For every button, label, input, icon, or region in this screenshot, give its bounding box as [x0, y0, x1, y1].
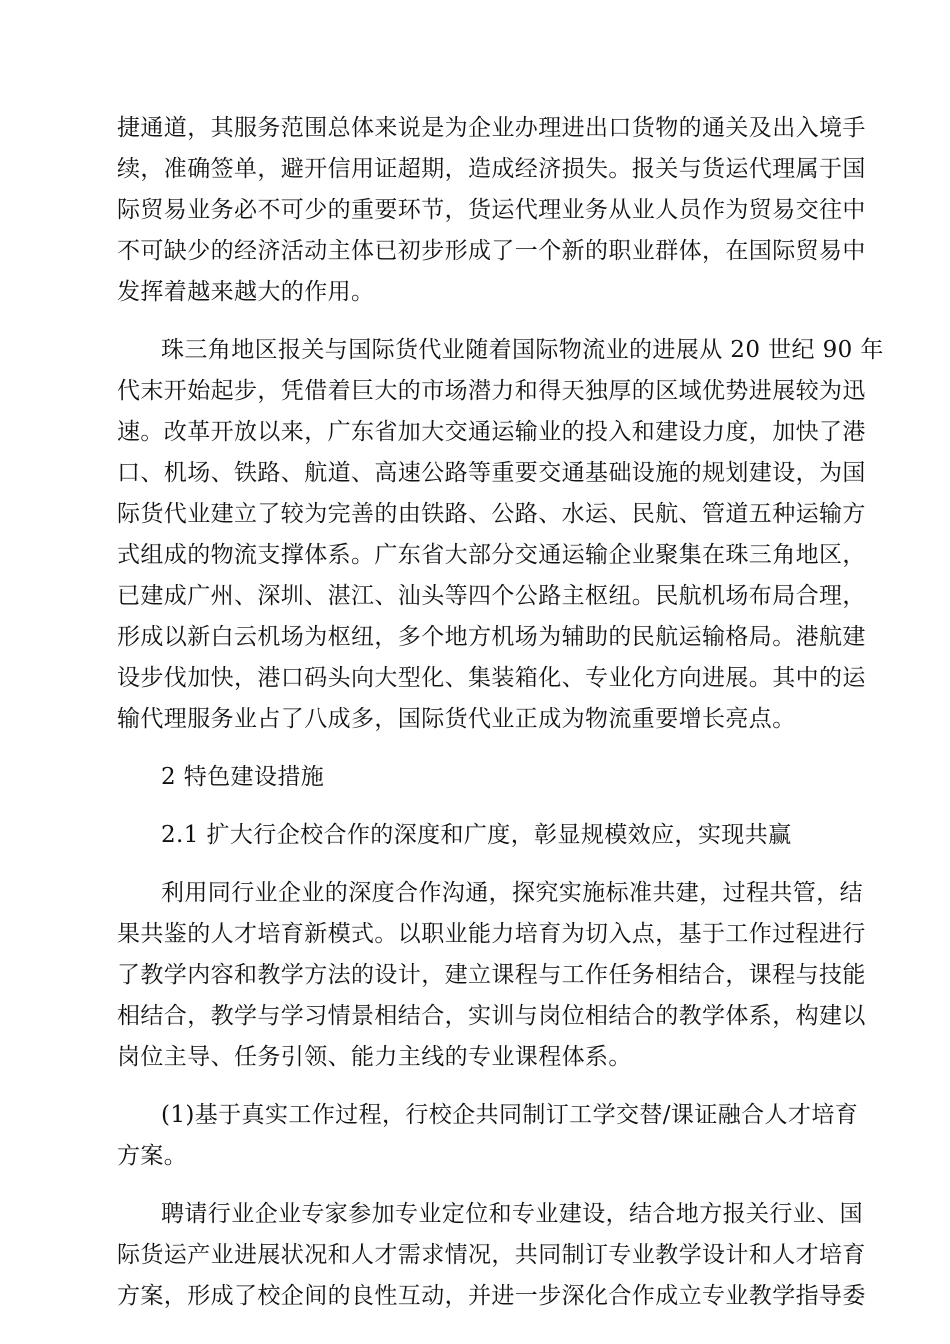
paragraph-line: 设步伐加快，港口码头向大型化、集装箱化、专业化方向进展。其中的运 — [117, 665, 866, 691]
paragraph-line: 岗位主导、任务引领、能力主线的专业课程体系。 — [117, 1044, 632, 1070]
paragraph-line: 口、机场、铁路、航道、高速公路等重要交通基础设施的规划建设，为国 — [117, 460, 866, 486]
paragraph-line: 速。改革开放以来，广东省加大交通运输业的投入和建设力度，加快了港 — [117, 419, 866, 445]
paragraph-line: 利用同行业企业的深度合作沟通，探究实施标准共建，过程共管，结 — [161, 880, 863, 906]
paragraph-line: (1)基于真实工作过程，行校企共同制订工学交替/课证融合人才培育 — [161, 1102, 859, 1128]
section-heading: 2 特色建设措施 — [161, 764, 325, 790]
paragraph-line: 发挥着越来越大的作用。 — [117, 279, 375, 305]
paragraph-line: 输代理服务业占了八成多，国际货代业正成为物流重要增长亮点。 — [117, 706, 796, 732]
paragraph-line: 际货代业建立了较为完善的由铁路、公路、水运、民航、管道五种运输方 — [117, 501, 866, 527]
paragraph-line: 珠三角地区报关与国际货代业随着国际物流业的进展从 20 世纪 90 年 — [161, 337, 884, 363]
paragraph-line: 了教学内容和教学方法的设计，建立课程与工作任务相结合，课程与技能 — [117, 962, 866, 988]
paragraph-line: 形成以新白云机场为枢纽，多个地方机场为辅助的民航运输格局。港航建 — [117, 624, 866, 650]
paragraph-line: 式组成的物流支撑体系。广东省大部分交通运输企业聚集在珠三角地区， — [117, 542, 866, 568]
paragraph-line: 果共鉴的人才培育新模式。以职业能力培育为切入点，基于工作过程进行 — [117, 921, 866, 947]
paragraph-line: 代末开始起步，凭借着巨大的市场潜力和得天独厚的区域优势进展较为迅 — [117, 378, 866, 404]
paragraph-line: 续，准确签单，避开信用证超期，造成经济损失。报关与货运代理属于国 — [117, 156, 866, 182]
paragraph-line: 相结合，教学与学习情景相结合，实训与岗位相结合的教学体系，构建以 — [117, 1003, 866, 1029]
paragraph-line: 捷通道，其服务范围总体来说是为企业办理进出口货物的通关及出入境手 — [117, 115, 866, 141]
paragraph-line: 已建成广州、深圳、湛江、汕头等四个公路主枢纽。民航机场布局合理， — [117, 583, 866, 609]
subsection-heading: 2.1 扩大行企校合作的深度和广度，彰显规模效应，实现共赢 — [161, 822, 792, 848]
paragraph-line: 际贸易业务必不可少的重要环节，货运代理业务从业人员作为贸易交往中 — [117, 197, 866, 223]
paragraph-line: 聘请行业企业专家参加专业定位和专业建设，结合地方报关行业、国 — [161, 1201, 863, 1227]
paragraph-line: 际货运产业进展状况和人才需求情况，共同制订专业教学设计和人才培育 — [117, 1242, 866, 1268]
paragraph-line: 方案，形成了校企间的良性互动，并进一步深化合作成立专业教学指导委 — [117, 1283, 866, 1309]
paragraph-line: 不可缺少的经济活动主体已初步形成了一个新的职业群体，在国际贸易中 — [117, 238, 866, 264]
paragraph-line: 方案。 — [117, 1143, 188, 1169]
